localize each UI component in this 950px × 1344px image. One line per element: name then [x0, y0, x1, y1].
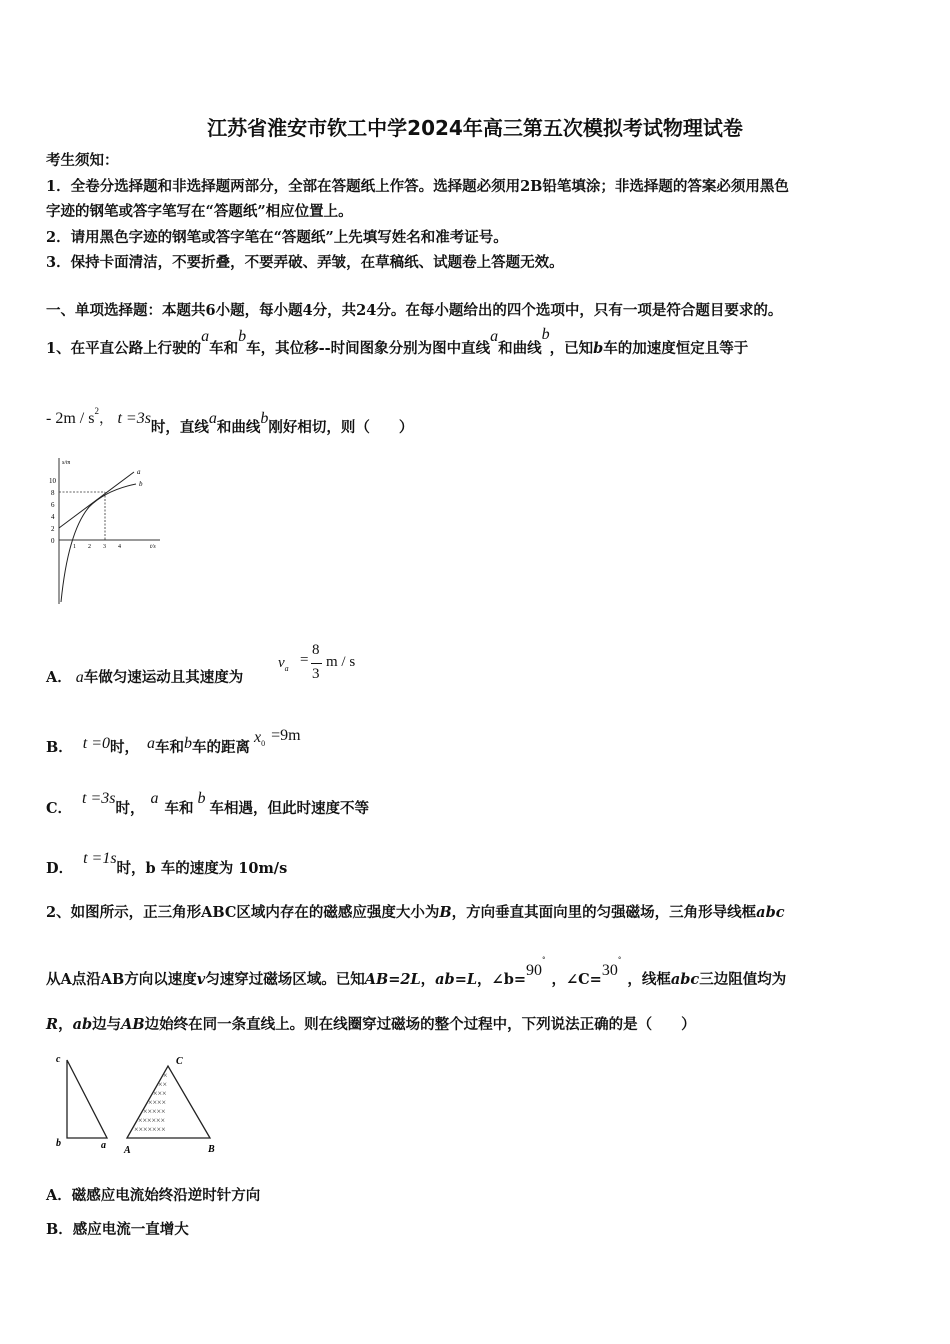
q2-text: 边与	[92, 1016, 122, 1033]
var-abc: abc	[756, 904, 785, 921]
var-b: b	[238, 328, 247, 345]
q2-text: 从A点沿AB方向以速度	[46, 970, 197, 988]
q2-text: 2、如图所示，正三角形ABC区域内存在的磁感应强度大小为	[46, 904, 440, 921]
option-text: 车做匀速运动且其速度为	[83, 669, 244, 686]
curve-b	[61, 484, 136, 602]
wire-frame-abc	[67, 1060, 107, 1138]
q1-text: ，已知	[549, 340, 594, 357]
fraction-bar	[311, 663, 322, 664]
q1-text: 和曲线	[216, 418, 261, 436]
q1-text: 车，其位移--时间图象分别为图中直线	[246, 340, 491, 357]
x-tick-label: 1	[73, 544, 76, 550]
var-b: b	[197, 790, 206, 807]
var-ab: ab	[72, 1016, 93, 1033]
var-AB: AB=2L	[364, 970, 421, 988]
svg-text:××: ××	[158, 1080, 168, 1089]
var-a: a	[150, 790, 159, 807]
angle-c: 30	[601, 961, 618, 979]
var-a: a	[208, 409, 217, 427]
x-tick-label: 3	[103, 544, 106, 550]
time-value: t =3s	[117, 409, 151, 427]
notice-item: 字迹的钢笔或答字笔写在“答题纸”相应位置上。	[46, 203, 353, 220]
y-axis-label: s/m	[62, 460, 71, 466]
label-C: C	[176, 1056, 183, 1067]
q1-text: 1、在平直公路上行驶的	[46, 340, 202, 357]
svg-text:×××××××: ×××××××	[134, 1125, 166, 1134]
var-b: b	[541, 326, 550, 343]
line-a-label: a	[137, 468, 141, 476]
angle-b: 90	[525, 961, 542, 979]
var-a: a	[201, 328, 210, 345]
var-AB: AB	[121, 1016, 145, 1033]
equals-sign: =	[300, 652, 309, 668]
q2-stem-line1	[46, 903, 785, 923]
subscript-a: a	[284, 664, 289, 673]
option-label: D．	[46, 860, 74, 877]
var-b: b	[184, 735, 193, 752]
y-tick-label: 6	[51, 501, 55, 509]
time-value: t =3s	[82, 790, 116, 807]
option-text: 车相遇，但此时速度不等	[209, 800, 370, 817]
accel-exponent: 2	[94, 406, 99, 416]
svg-text:××××××: ××××××	[138, 1116, 166, 1125]
y-tick-label: 4	[51, 513, 55, 521]
accel-value: - 2m / s	[46, 409, 95, 427]
q2-text: 匀速穿过磁场区域。已知	[205, 970, 365, 988]
label-b: b	[56, 1138, 61, 1149]
distance-value: =9m	[271, 727, 301, 744]
var-a: a	[490, 328, 499, 345]
q2-text: 三边阻值均为	[699, 970, 787, 988]
option-label: B．	[46, 739, 73, 756]
var-b: b	[260, 409, 269, 427]
label-c: c	[56, 1054, 61, 1065]
var-R: R	[46, 1016, 59, 1033]
option-label: A．	[46, 669, 72, 686]
q1-text: 和曲线	[498, 340, 542, 357]
fraction-denominator: 3	[312, 666, 320, 682]
q2-text: ，	[58, 1016, 73, 1033]
notice-item: 3．保持卡面清洁，不要折叠，不要弄破、弄皱，在草稿纸、试题卷上答题无效。	[46, 254, 564, 271]
q2-text: ，线框	[627, 970, 671, 988]
y-tick-label: 8	[51, 489, 55, 497]
var-a: a	[75, 669, 84, 686]
option-text: 时，	[115, 800, 145, 817]
q1-text: 时，直线	[150, 418, 209, 436]
q1-text: 刚好相切，则（ ）	[268, 418, 414, 436]
label-B: B	[208, 1144, 215, 1155]
svg-text:×: ×	[163, 1071, 168, 1080]
option-text: 车和	[164, 800, 194, 817]
var-b: b	[593, 340, 604, 357]
option-text: 车和	[155, 739, 185, 756]
time-value: t =0	[82, 735, 111, 752]
q2-text: ，∠b=	[477, 970, 526, 988]
label-A: A	[124, 1145, 131, 1156]
triangle-figure	[50, 1050, 235, 1160]
y-tick-label: 10	[49, 477, 56, 485]
unit: m / s	[326, 654, 356, 670]
curve-b-label: b	[139, 480, 143, 488]
page-title: 江苏省淮安市钦工中学2024年高三第五次模拟考试物理试卷	[207, 116, 743, 140]
velocity-formula	[278, 652, 289, 672]
svg-text:×××: ×××	[153, 1089, 167, 1098]
svg-text:×××××: ×××××	[143, 1107, 166, 1116]
q1-option-d[interactable]	[46, 850, 288, 878]
q1-option-c[interactable]	[46, 790, 370, 818]
option-text: 时，	[110, 739, 140, 756]
q2-text: ，方向垂直其面向里的匀强磁场，三角形导线框	[451, 904, 757, 921]
q1-text: ，	[98, 410, 114, 427]
notice-heading: 考生须知：	[46, 152, 119, 169]
q2-text: ，∠C=	[551, 970, 602, 988]
y-tick-label: 0	[51, 537, 55, 545]
q2-stem-line2: 从A点沿AB方向以速度v匀速穿过磁场区域。已知AB=2L，ab=L，∠b=90°，∠C=30°，线框abc三边阻值均为	[46, 956, 787, 988]
var-v: v	[196, 970, 206, 988]
svg-text:××××: ××××	[148, 1098, 167, 1107]
x-tick-label: 2	[88, 544, 91, 550]
q1-stem-line1	[46, 326, 749, 359]
var-abc: abc	[670, 970, 700, 988]
q1-text: 车和	[209, 340, 239, 357]
var-a: a	[147, 735, 156, 752]
var-ab: ab=L	[435, 970, 478, 988]
q1-option-a[interactable]	[46, 666, 243, 687]
x-tick-label: 4	[118, 544, 121, 550]
q1-text: 车的加速度恒定且等于	[603, 340, 749, 357]
q2-text: ，	[420, 970, 436, 988]
notice-item: 1．全卷分选择题和非选择题两部分，全部在答题纸上作答。选择题必须用2B铅笔填涂；非选择题的答案必须用黑色	[46, 178, 789, 195]
st-graph	[44, 452, 174, 607]
subscript-0: 0	[261, 739, 266, 748]
option-text: 时，b 车的速度为 10m/s	[116, 860, 288, 877]
q2-option-a[interactable]: A．磁感应电流始终沿逆时针方向	[46, 1187, 261, 1204]
magnetic-field-crosses	[134, 1071, 168, 1134]
q1-stem-line2	[46, 406, 414, 438]
y-tick-label: 2	[51, 525, 55, 533]
var-x: x	[254, 729, 262, 746]
time-value: t =1s	[83, 850, 117, 867]
label-a: a	[101, 1140, 106, 1151]
q2-option-b[interactable]: B．感应电流一直增大	[46, 1221, 189, 1238]
q2-stem-line3	[46, 1015, 696, 1035]
option-text: 车的距离	[192, 739, 251, 756]
var-B: B	[439, 904, 452, 921]
section-heading: 一、单项选择题：本题共6小题，每小题4分，共24分。在每小题给出的四个选项中，只有一项是符合题目要求的。	[46, 302, 783, 319]
var-v: v	[278, 655, 285, 671]
x-axis-label: t/s	[150, 544, 156, 550]
fraction-numerator: 8	[312, 642, 320, 658]
option-label: C．	[46, 800, 73, 817]
q2-text: 边始终在同一条直线上。则在线圈穿过磁场的整个过程中，下列说法正确的是（ ）	[144, 1016, 696, 1033]
q1-option-b[interactable]	[46, 727, 301, 757]
notice-item: 2．请用黑色字迹的钢笔或答字笔在“答题纸”上先填写姓名和准考证号。	[46, 229, 508, 246]
